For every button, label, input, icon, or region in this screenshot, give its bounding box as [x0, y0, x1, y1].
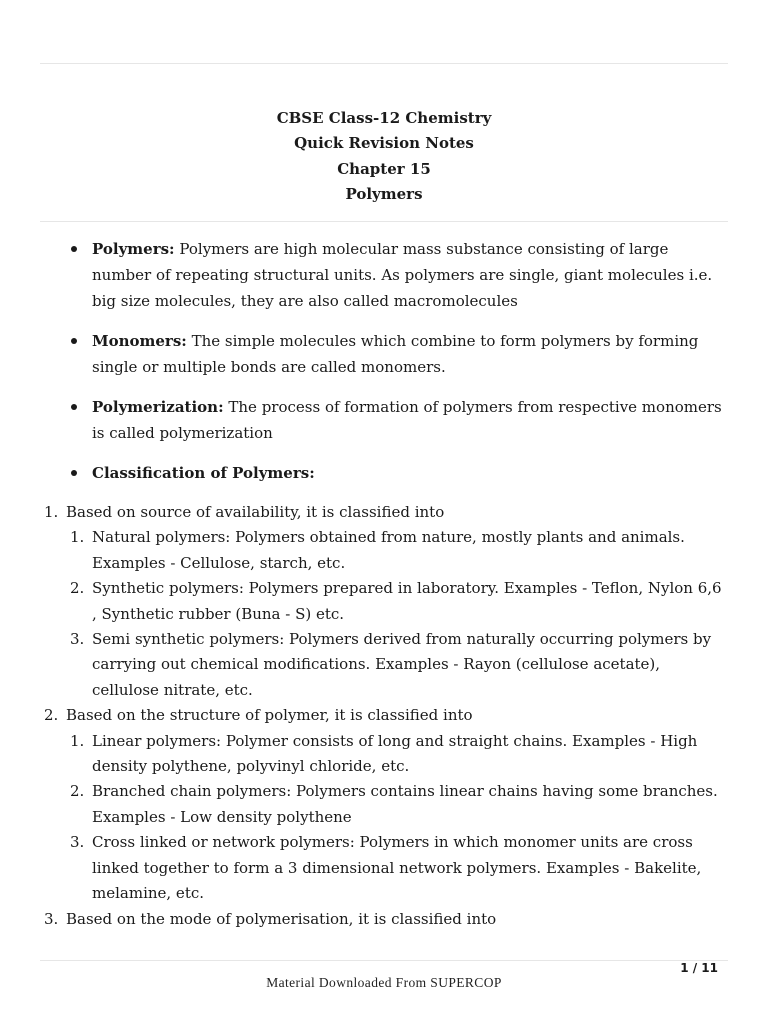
bullet-icon — [71, 338, 77, 344]
definition-text: Polymers are high molecular mass substance consisting of large number of repeating structural units. As polymers are single, giant molecules i.e. big size molecules, they are also called macromolecules — [92, 240, 713, 310]
classification-text: Based on the mode of polymerisation, it is classified into — [66, 909, 497, 928]
definition-term: Monomers: — [92, 332, 187, 350]
header-topic: Polymers — [345, 184, 423, 203]
sub-item-text: Linear polymers: Polymer consists of long and straight chains. Examples - High density polythene, polyvinyl chloride, etc. — [92, 731, 698, 776]
definition-term: Classification of Polymers: — [92, 464, 315, 482]
sub-item-text: Natural polymers: Polymers obtained from nature, mostly plants and animals. Examples - Cellulose, starch, etc. — [92, 528, 685, 572]
list-number: 2. — [44, 706, 59, 725]
header-notes-title: Quick Revision Notes — [294, 134, 474, 153]
classification-item — [0, 500, 768, 525]
header-divider — [40, 221, 728, 222]
classification-list — [0, 500, 768, 932]
definition-item — [0, 236, 768, 314]
sub-item — [0, 779, 768, 830]
sub-item — [0, 576, 768, 627]
list-number: 3. — [44, 909, 59, 928]
definition-text: The process of formation of polymers from respective monomers is called polymerization — [92, 398, 722, 442]
list-number: 3. — [70, 833, 85, 852]
definition-item — [0, 328, 768, 380]
sub-item-text: Synthetic polymers: Polymers prepared in laboratory. Examples - Teflon, Nylon 6,6 , Synthetic rubber (Buna - S) etc. — [92, 579, 722, 623]
page-number: 1 / 11 — [680, 961, 718, 975]
sub-item — [0, 525, 768, 576]
sub-item — [0, 627, 768, 703]
sub-item — [0, 830, 768, 906]
definition-term: Polymers: — [92, 240, 175, 258]
sub-item-text: Cross linked or network polymers: Polymers in which monomer units are cross linked together to form a 3 dimensional network polymers. Examples - Bakelite, melamine, etc. — [92, 833, 702, 903]
definition-text: The simple molecules which combine to form polymers by forming single or multiple bonds are called monomers. — [92, 332, 699, 376]
sub-item-text: Semi synthetic polymers: Polymers derived from naturally occurring polymers by carrying out chemical modifications. Examples - Rayon (cellulose acetate), cellulose nitrate, etc. — [92, 630, 712, 699]
classification-text: Based on source of availability, it is classified into — [66, 503, 445, 521]
classification-item — [0, 907, 768, 932]
definitions-list — [0, 236, 768, 486]
header-chapter: Chapter 15 — [337, 159, 431, 178]
classification-item — [0, 703, 768, 728]
bullet-icon — [71, 246, 77, 252]
list-number: 1. — [70, 528, 85, 547]
sub-item-text: Branched chain polymers: Polymers contains linear chains having some branches. Examples - Low density polythene — [92, 782, 718, 826]
footer-text: Material Downloaded From SUPERCOP — [266, 975, 502, 990]
list-number: 1. — [70, 731, 85, 750]
sub-item — [0, 729, 768, 780]
list-number: 1. — [44, 503, 59, 521]
classification-text: Based on the structure of polymer, it is classified into — [66, 706, 473, 725]
document-header — [0, 106, 768, 207]
definition-term: Polymerization: — [92, 398, 224, 416]
bullet-icon — [71, 470, 77, 476]
definition-item — [0, 394, 768, 446]
list-number: 3. — [70, 630, 85, 649]
header-subject: CBSE Class-12 Chemistry — [276, 109, 492, 127]
top-divider — [40, 63, 728, 64]
definition-item — [0, 460, 768, 486]
bullet-icon — [71, 404, 77, 410]
footer-divider — [40, 960, 728, 961]
list-number: 2. — [70, 782, 85, 801]
list-number: 2. — [70, 579, 85, 598]
document-body — [0, 236, 768, 932]
